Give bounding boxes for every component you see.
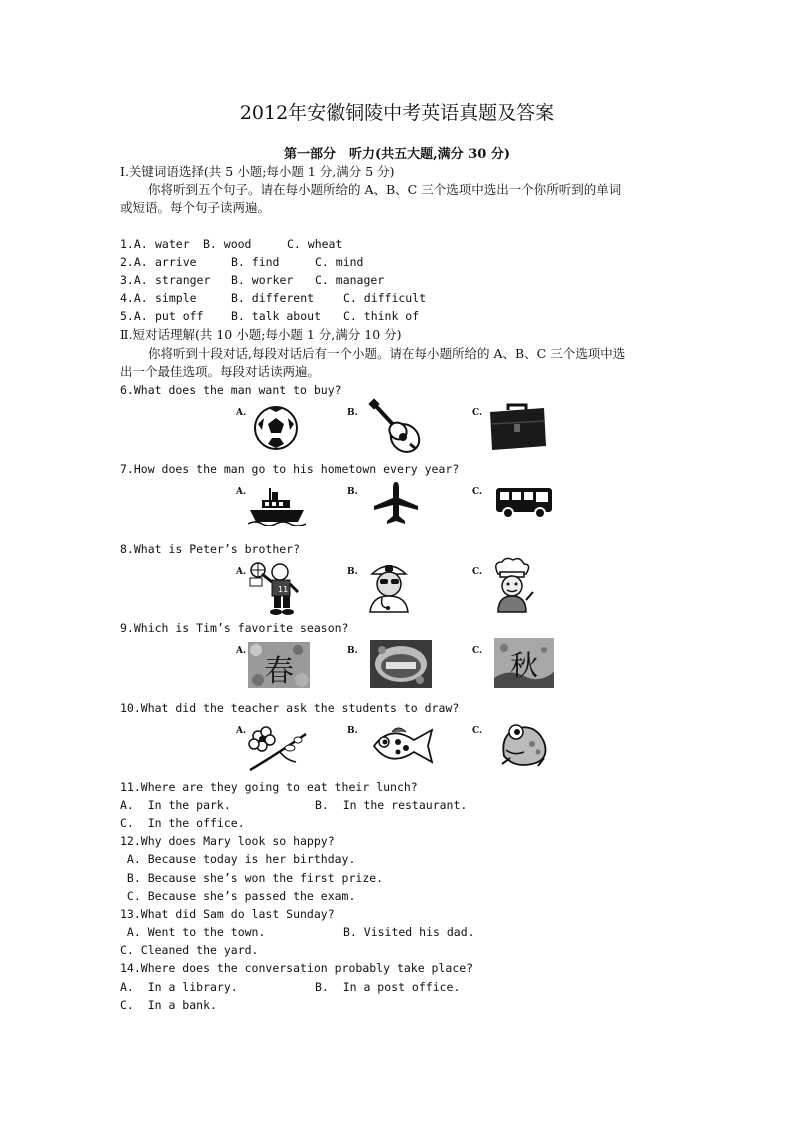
q8-option-a-label: A.	[236, 567, 247, 577]
item2-option-b: B. find	[231, 255, 280, 269]
question-11: 11.Where are they going to eat their lunch?	[120, 780, 418, 794]
section2-heading: Ⅱ.短对话理解(共 10 小题;每小题 1 分,满分 10 分)	[120, 327, 402, 342]
item2-option-c: C. mind	[315, 255, 364, 269]
question-6: 6.What does the man want to buy?	[120, 383, 342, 397]
section1-instruction-line1: 你将听到五个句子。请在每小题所给的 A、B、C 三个选项中选出一个你所听到的单词	[148, 182, 622, 197]
item3-option-a: stranger	[155, 273, 211, 287]
q11-option-b: B. In the restaurant.	[315, 798, 468, 812]
briefcase-icon	[486, 400, 548, 454]
question-10: 10.What did the teacher ask the students to draw?	[120, 701, 460, 715]
q9-option-c-label: C.	[472, 646, 483, 656]
q10-option-c-label: C.	[472, 726, 483, 736]
item3-option-b: B. worker	[231, 273, 294, 287]
q7-option-b-label: B.	[347, 487, 358, 497]
question-8: 8.What is Peter’s brother?	[120, 542, 301, 556]
q7-option-c-label: C.	[472, 487, 483, 497]
soccer-ball-icon	[252, 404, 300, 452]
q6-option-c-label: C.	[472, 408, 483, 418]
q11-option-a: A. In the park.	[120, 798, 231, 812]
item2-number: 2.A.	[120, 255, 148, 269]
section1-instruction-line2: 或短语。每个句子读两遍。	[120, 200, 271, 215]
q6-option-a-label: A.	[236, 408, 247, 418]
item1-option-a: water	[155, 237, 190, 251]
item4-number: 4.A.	[120, 291, 148, 305]
item4-option-b: B. different	[231, 291, 315, 305]
q12-option-c: C. Because she’s passed the exam.	[120, 889, 356, 903]
q13-option-c: C. Cleaned the yard.	[120, 943, 259, 957]
flower-branch-icon	[244, 722, 310, 774]
q14-option-b: B. In a post office.	[315, 980, 461, 994]
q7-option-a-label: A.	[236, 487, 247, 497]
item1-option-c: C. wheat	[287, 237, 343, 251]
chef-icon	[486, 556, 536, 616]
item1-option-b: B. wood	[203, 237, 252, 251]
item4-option-a: simple	[155, 291, 197, 305]
item3-number: 3.A.	[120, 273, 148, 287]
q8-option-b-label: B.	[347, 567, 358, 577]
question-7: 7.How does the man go to his hometown every year?	[120, 462, 460, 476]
q14-option-c: C. In a bank.	[120, 998, 217, 1012]
frog-icon	[496, 716, 552, 772]
fish-icon	[368, 722, 436, 768]
basketball-player-icon	[246, 560, 310, 616]
q8-option-c-label: C.	[472, 567, 483, 577]
question-14: 14.Where does the conversation probably take place?	[120, 961, 474, 975]
part-heading: 第一部分 听力(共五大题,满分 30 分)	[284, 147, 510, 162]
svg-text:11: 11	[278, 585, 289, 594]
item1-number: 1.A.	[120, 237, 148, 251]
item5-option-a: put off	[155, 309, 204, 323]
q9-option-a-label: A.	[236, 646, 247, 656]
section2-instruction-line2: 出一个最佳选项。每段对话读两遍。	[120, 364, 321, 379]
item5-number: 5.A.	[120, 309, 148, 323]
question-12: 12.Why does Mary look so happy?	[120, 834, 335, 848]
autumn-picture	[494, 638, 554, 688]
item5-option-b: B. talk about	[231, 309, 322, 323]
item5-option-c: C. think of	[343, 309, 420, 323]
spring-picture	[248, 642, 310, 688]
ship-icon	[248, 486, 306, 526]
doctor-icon	[360, 560, 418, 614]
q14-option-a: A. In a library.	[120, 980, 238, 994]
item2-option-a: arrive	[155, 255, 197, 269]
q10-option-a-label: A.	[236, 726, 247, 736]
question-13: 13.What did Sam do last Sunday?	[120, 907, 335, 921]
q9-option-b-label: B.	[347, 646, 358, 656]
airplane-icon	[372, 480, 420, 526]
spring-glyph: 春	[264, 654, 294, 689]
question-9: 9.Which is Tim’s favorite season?	[120, 621, 349, 635]
q13-option-b: B. Visited his dad.	[343, 925, 475, 939]
item3-option-c: C. manager	[315, 273, 385, 287]
q11-option-c: C. In the office.	[120, 816, 245, 830]
q6-option-b-label: B.	[347, 408, 358, 418]
guitar-icon	[368, 398, 424, 456]
q12-option-a: A. Because today is her birthday.	[120, 852, 356, 866]
page-title: 2012年安徽铜陵中考英语真题及答案	[239, 102, 555, 124]
q13-option-a: A. Went to the town.	[120, 925, 266, 939]
q10-option-b-label: B.	[347, 726, 358, 736]
section2-instruction-line1: 你将听到十段对话,每段对话后有一个小题。请在每小题所给的 A、B、C 三个选项中选	[148, 346, 626, 361]
summer-picture	[370, 640, 432, 688]
item4-option-c: C. difficult	[343, 291, 427, 305]
bus-icon	[494, 486, 554, 520]
q12-option-b: B. Because she’s won the first prize.	[120, 871, 384, 885]
autumn-glyph: 秋	[509, 649, 538, 682]
section1-heading: Ⅰ.关键词语选择(共 5 小题;每小题 1 分,满分 5 分)	[120, 164, 395, 179]
